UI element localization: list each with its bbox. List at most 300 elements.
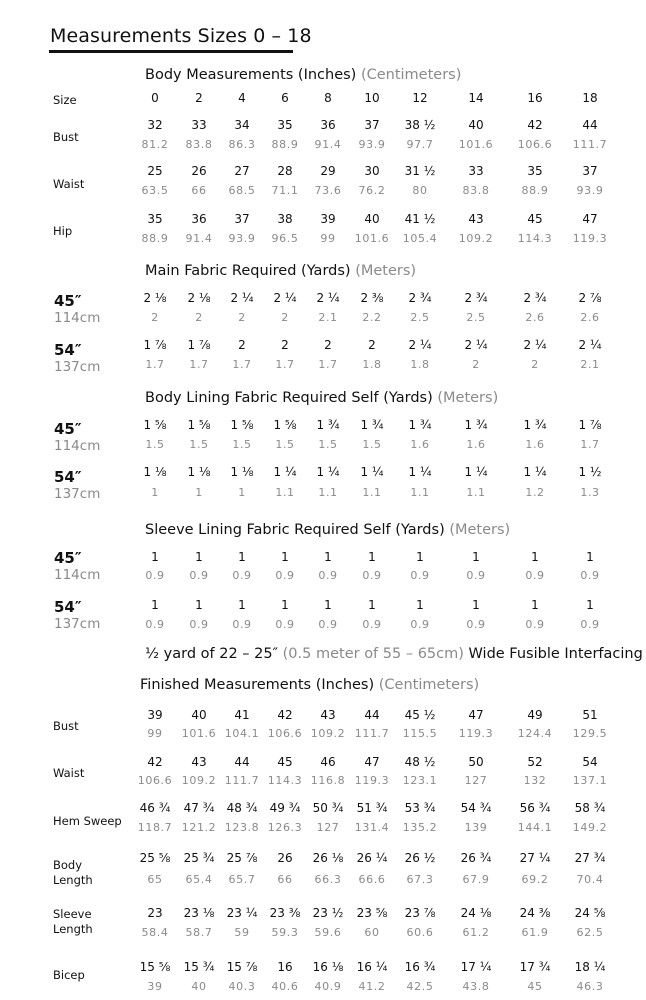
cell-metric-value: 81.2: [141, 138, 169, 151]
cell-value: 2: [368, 338, 376, 352]
cell-metric-value: 61.9: [521, 926, 549, 939]
row-label: Bust: [53, 130, 79, 144]
cell-metric-value: 109.2: [310, 727, 346, 740]
interfacing-note-text: ½ yard of 22 – 25″: [145, 646, 279, 662]
cell-value: 36: [320, 118, 336, 132]
row-label: Waist: [53, 177, 85, 191]
cell-value: 37: [364, 118, 380, 132]
cell-value: 40: [468, 118, 484, 132]
cell-metric-value: 119.3: [354, 774, 390, 787]
cell-value: 35: [147, 212, 163, 226]
cell-value: 1 ⅝: [230, 418, 254, 432]
cell-value: 58 ¾: [574, 801, 606, 815]
cell-metric-value: 41.2: [358, 980, 386, 993]
cell-value: 23 ⅞: [404, 906, 436, 920]
cell-value: 1 ¼: [523, 465, 547, 479]
cell-metric-value: 0.9: [275, 569, 295, 582]
cell-metric-value: 40.6: [271, 980, 299, 993]
cell-value: 25: [147, 164, 163, 178]
cell-value: 1 ¾: [360, 418, 384, 432]
cell-value: 48 ½: [404, 755, 436, 769]
cell-value: 34: [234, 118, 250, 132]
cell-value: 1 ⅞: [143, 338, 167, 352]
cell-value: 23 ⅛: [183, 906, 215, 920]
cell-value: 2 ⅞: [578, 291, 602, 305]
cell-value: 1 ¾: [523, 418, 547, 432]
cell-value: 10: [364, 91, 380, 105]
cell-metric-value: 116.8: [310, 774, 346, 787]
cell-metric-value: 137.1: [572, 774, 608, 787]
row-label: Body Length: [53, 858, 93, 887]
cell-metric-value: 73.6: [314, 184, 342, 197]
cell-value: 1 ¼: [273, 465, 297, 479]
cell-metric-value: 1.1: [275, 486, 295, 499]
cell-value: 1: [238, 598, 246, 612]
cell-metric-value: 65.4: [185, 873, 213, 886]
cell-value: 27 ¾: [574, 851, 606, 865]
section-title: [145, 263, 416, 279]
cell-metric-value: 0.9: [232, 569, 252, 582]
cell-value: 43: [468, 212, 484, 226]
cell-value: 45: [277, 755, 293, 769]
cell-metric-value: 65: [147, 873, 163, 886]
cell-metric-value: 111.7: [572, 138, 608, 151]
interfacing-note-suffix: Wide Fusible Interfacing: [468, 646, 643, 662]
cell-value: 14: [468, 91, 484, 105]
cell-metric-value: 93.9: [228, 232, 256, 245]
cell-metric-value: 129.5: [572, 727, 608, 740]
cell-metric-value: 66: [277, 873, 293, 886]
cell-value: 28: [277, 164, 293, 178]
cell-metric-value: 70.4: [576, 873, 604, 886]
cell-value: 47: [582, 212, 598, 226]
cell-value: 1: [472, 550, 480, 564]
cell-value: 52: [527, 755, 543, 769]
cell-value: 51: [582, 708, 598, 722]
cell-metric-value: 0.9: [525, 569, 545, 582]
cell-value: 2: [238, 338, 246, 352]
cell-metric-value: 58.7: [185, 926, 213, 939]
cell-value: 30: [364, 164, 380, 178]
cell-value: 2 ¼: [230, 291, 254, 305]
cell-metric-value: 46.3: [576, 980, 604, 993]
cell-metric-value: 2.6: [525, 311, 545, 324]
cell-metric-value: 111.7: [224, 774, 260, 787]
cell-value: 23 ¼: [226, 906, 258, 920]
cell-metric-value: 2: [472, 358, 480, 371]
cell-value: 44: [234, 755, 250, 769]
cell-value: 41 ½: [404, 212, 436, 226]
cell-value: 1: [586, 550, 594, 564]
cell-metric-value: 104.1: [224, 727, 260, 740]
cell-metric-value: 0.9: [362, 569, 382, 582]
cell-value: 46: [320, 755, 336, 769]
cell-metric-value: 101.6: [458, 138, 494, 151]
cell-metric-value: 119.3: [572, 232, 608, 245]
cell-value: 42: [147, 755, 163, 769]
cell-value: 46 ¾: [139, 801, 171, 815]
cell-metric-value: 67.3: [406, 873, 434, 886]
cell-metric-value: 105.4: [402, 232, 438, 245]
cell-metric-value: 96.5: [271, 232, 299, 245]
cell-value: 2 ¼: [273, 291, 297, 305]
cell-value: 47 ¾: [183, 801, 215, 815]
cell-metric-value: 1.5: [275, 438, 295, 451]
cell-value: 16 ¾: [404, 960, 436, 974]
cell-value: 1: [324, 598, 332, 612]
section-title-unit: (Meters): [449, 522, 511, 538]
cell-metric-value: 101.6: [354, 232, 390, 245]
cell-value: 6: [281, 91, 289, 105]
cell-value: 50: [468, 755, 484, 769]
cell-value: 1: [281, 598, 289, 612]
cell-value: 26: [277, 851, 293, 865]
cell-metric-value: 1.7: [232, 358, 252, 371]
cell-value: 1: [368, 550, 376, 564]
cell-metric-value: 1.5: [189, 438, 209, 451]
cell-metric-value: 0.9: [189, 618, 209, 631]
interfacing-note: [145, 646, 643, 662]
section-title: [145, 390, 498, 406]
cell-metric-value: 132: [523, 774, 547, 787]
cell-metric-value: 0.9: [275, 618, 295, 631]
section-title: [140, 677, 479, 693]
cell-value: 24 ⅜: [519, 906, 551, 920]
cell-value: 2: [281, 338, 289, 352]
cell-metric-value: 91.4: [185, 232, 213, 245]
row-label-width-metric: 114cm: [54, 310, 101, 326]
cell-value: 2 ¼: [316, 291, 340, 305]
cell-value: 1 ¾: [408, 418, 432, 432]
row-label: Sleeve Length: [53, 907, 93, 936]
cell-value: 1 ⅞: [187, 338, 211, 352]
cell-metric-value: 99: [147, 727, 163, 740]
cell-value: 1: [416, 598, 424, 612]
cell-metric-value: 83.8: [462, 184, 490, 197]
cell-metric-value: 69.2: [521, 873, 549, 886]
cell-metric-value: 114.3: [267, 774, 303, 787]
section-title: [145, 522, 510, 538]
row-label: Bicep: [53, 968, 85, 982]
cell-metric-value: 109.2: [458, 232, 494, 245]
cell-value: 1 ⅞: [578, 418, 602, 432]
cell-value: 1: [472, 598, 480, 612]
section-title: [145, 67, 461, 83]
cell-value: 1: [368, 598, 376, 612]
cell-metric-value: 114.3: [517, 232, 553, 245]
cell-value: 1: [151, 550, 159, 564]
section-title-unit: (Centimeters): [378, 677, 480, 693]
cell-metric-value: 1.7: [189, 358, 209, 371]
cell-metric-value: 45: [527, 980, 543, 993]
cell-metric-value: 0.9: [145, 618, 165, 631]
row-label-width: 54″: [54, 341, 82, 359]
cell-metric-value: 1.7: [145, 358, 165, 371]
cell-value: 24 ⅝: [574, 906, 606, 920]
cell-metric-value: 67.9: [462, 873, 490, 886]
cell-metric-value: 118.7: [137, 821, 173, 834]
cell-metric-value: 127: [316, 821, 340, 834]
cell-value: 27 ¼: [519, 851, 551, 865]
row-label-width: 54″: [54, 468, 82, 486]
cell-metric-value: 2.2: [362, 311, 382, 324]
cell-metric-value: 1: [238, 486, 246, 499]
cell-metric-value: 66.6: [358, 873, 386, 886]
cell-metric-value: 0.9: [232, 618, 252, 631]
cell-value: 2 ¾: [523, 291, 547, 305]
cell-metric-value: 1: [151, 486, 159, 499]
cell-metric-value: 0.9: [318, 618, 338, 631]
cell-value: 26 ½: [404, 851, 436, 865]
cell-value: 47: [364, 755, 380, 769]
cell-metric-value: 123.8: [224, 821, 260, 834]
row-label-width-metric: 137cm: [54, 359, 101, 375]
cell-value: 50 ¾: [312, 801, 344, 815]
cell-value: 1: [531, 598, 539, 612]
cell-value: 2 ¾: [464, 291, 488, 305]
cell-value: 2 ¼: [464, 338, 488, 352]
cell-metric-value: 124.4: [517, 727, 553, 740]
cell-metric-value: 115.5: [402, 727, 438, 740]
cell-metric-value: 62.5: [576, 926, 604, 939]
cell-metric-value: 1.1: [362, 486, 382, 499]
cell-metric-value: 2.5: [410, 311, 430, 324]
cell-value: 17 ¼: [460, 960, 492, 974]
cell-metric-value: 1.6: [466, 438, 486, 451]
cell-value: 45: [527, 212, 543, 226]
cell-value: 1: [281, 550, 289, 564]
cell-value: 25 ¾: [183, 851, 215, 865]
cell-metric-value: 119.3: [458, 727, 494, 740]
cell-value: 24 ⅛: [460, 906, 492, 920]
cell-metric-value: 1.1: [466, 486, 486, 499]
cell-metric-value: 1.7: [580, 438, 600, 451]
cell-metric-value: 2.1: [318, 311, 338, 324]
cell-value: 23: [147, 906, 163, 920]
cell-metric-value: 2: [195, 311, 203, 324]
cell-metric-value: 59.6: [314, 926, 342, 939]
cell-value: 38 ½: [404, 118, 436, 132]
cell-metric-value: 111.7: [354, 727, 390, 740]
cell-value: 1 ¾: [464, 418, 488, 432]
cell-metric-value: 42.5: [406, 980, 434, 993]
cell-value: 39: [320, 212, 336, 226]
cell-value: 44: [364, 708, 380, 722]
cell-metric-value: 1.8: [410, 358, 430, 371]
cell-metric-value: 1.5: [145, 438, 165, 451]
cell-metric-value: 2: [531, 358, 539, 371]
cell-metric-value: 86.3: [228, 138, 256, 151]
cell-value: 2 ⅛: [187, 291, 211, 305]
cell-value: 15 ¾: [183, 960, 215, 974]
cell-value: 49 ¾: [269, 801, 301, 815]
cell-metric-value: 40: [191, 980, 207, 993]
cell-value: 4: [238, 91, 246, 105]
section-title-text: Body Measurements (Inches): [145, 67, 357, 83]
cell-metric-value: 1.6: [525, 438, 545, 451]
cell-metric-value: 106.6: [517, 138, 553, 151]
cell-value: 26 ¾: [460, 851, 492, 865]
cell-metric-value: 1.5: [232, 438, 252, 451]
row-label-width: 45″: [54, 292, 82, 310]
row-label: Hem Sweep: [53, 814, 122, 828]
cell-value: 1: [586, 598, 594, 612]
cell-metric-value: 66.3: [314, 873, 342, 886]
cell-value: 40: [364, 212, 380, 226]
cell-value: 18 ¼: [574, 960, 606, 974]
cell-metric-value: 59: [234, 926, 250, 939]
cell-metric-value: 0.9: [362, 618, 382, 631]
section-title-text: Body Lining Fabric Required Self (Yards): [145, 390, 433, 406]
cell-metric-value: 2.1: [580, 358, 600, 371]
cell-metric-value: 59.3: [271, 926, 299, 939]
cell-value: 29: [320, 164, 336, 178]
cell-metric-value: 1.6: [410, 438, 430, 451]
cell-value: 23 ⅝: [356, 906, 388, 920]
cell-value: 1: [324, 550, 332, 564]
cell-value: 2 ¾: [408, 291, 432, 305]
cell-value: 1 ⅛: [143, 465, 167, 479]
row-label: Bust: [53, 719, 79, 733]
cell-metric-value: 40.3: [228, 980, 256, 993]
cell-value: 42: [527, 118, 543, 132]
cell-value: 8: [324, 91, 332, 105]
cell-value: 15 ⅝: [139, 960, 171, 974]
row-label: Hip: [53, 224, 73, 238]
section-title-unit: (Meters): [355, 263, 417, 279]
section-title-text: Sleeve Lining Fabric Required Self (Yards): [145, 522, 445, 538]
cell-value: 41: [234, 708, 250, 722]
cell-metric-value: 2.5: [466, 311, 486, 324]
cell-metric-value: 91.4: [314, 138, 342, 151]
cell-value: 16: [527, 91, 543, 105]
cell-value: 33: [468, 164, 484, 178]
cell-metric-value: 99: [320, 232, 336, 245]
cell-value: 1: [416, 550, 424, 564]
cell-metric-value: 109.2: [181, 774, 217, 787]
cell-metric-value: 97.7: [406, 138, 434, 151]
cell-metric-value: 121.2: [181, 821, 217, 834]
cell-value: 40: [191, 708, 207, 722]
cell-metric-value: 1.7: [318, 358, 338, 371]
cell-value: 26: [191, 164, 207, 178]
cell-value: 2 ¼: [408, 338, 432, 352]
cell-value: 1 ¼: [316, 465, 340, 479]
cell-value: 1 ½: [578, 465, 602, 479]
cell-value: 33: [191, 118, 207, 132]
cell-metric-value: 1.3: [580, 486, 600, 499]
cell-value: 2 ⅛: [143, 291, 167, 305]
cell-value: 1 ¼: [408, 465, 432, 479]
cell-value: 53 ¾: [404, 801, 436, 815]
cell-value: 31 ½: [404, 164, 436, 178]
cell-value: 1 ⅛: [230, 465, 254, 479]
cell-metric-value: 149.2: [572, 821, 608, 834]
section-title-text: Finished Measurements (Inches): [140, 677, 375, 693]
cell-metric-value: 60: [364, 926, 380, 939]
cell-value: 56 ¾: [519, 801, 551, 815]
cell-value: 2 ⅜: [360, 291, 384, 305]
section-title-text: Main Fabric Required (Yards): [145, 263, 351, 279]
section-title-unit: (Meters): [437, 390, 499, 406]
cell-value: 1 ¼: [464, 465, 488, 479]
cell-value: 16 ¼: [356, 960, 388, 974]
interfacing-note-metric: (0.5 meter of 55 – 65cm): [282, 646, 464, 662]
cell-value: 51 ¾: [356, 801, 388, 815]
page-title: Measurements Sizes 0 – 18: [50, 25, 312, 47]
cell-metric-value: 88.9: [141, 232, 169, 245]
cell-metric-value: 123.1: [402, 774, 438, 787]
cell-metric-value: 126.3: [267, 821, 303, 834]
cell-value: 26 ⅛: [312, 851, 344, 865]
cell-metric-value: 1: [195, 486, 203, 499]
cell-metric-value: 101.6: [181, 727, 217, 740]
cell-metric-value: 43.8: [462, 980, 490, 993]
cell-metric-value: 0.9: [466, 618, 486, 631]
row-label: Waist: [53, 766, 85, 780]
cell-metric-value: 131.4: [354, 821, 390, 834]
cell-value: 25 ⅝: [139, 851, 171, 865]
cell-value: 17 ¾: [519, 960, 551, 974]
cell-metric-value: 0.9: [189, 569, 209, 582]
cell-metric-value: 63.5: [141, 184, 169, 197]
cell-value: 37: [234, 212, 250, 226]
cell-metric-value: 1.5: [362, 438, 382, 451]
cell-metric-value: 106.6: [137, 774, 173, 787]
cell-value: 42: [277, 708, 293, 722]
cell-value: 12: [412, 91, 428, 105]
title-underline: [49, 50, 293, 53]
cell-metric-value: 135.2: [402, 821, 438, 834]
row-label-width: 45″: [54, 420, 82, 438]
cell-value: 1: [151, 598, 159, 612]
cell-value: 1 ¾: [316, 418, 340, 432]
cell-metric-value: 76.2: [358, 184, 386, 197]
cell-value: 2: [195, 91, 203, 105]
cell-metric-value: 58.4: [141, 926, 169, 939]
cell-value: 1 ¼: [360, 465, 384, 479]
cell-metric-value: 66: [191, 184, 207, 197]
cell-value: 26 ¼: [356, 851, 388, 865]
cell-metric-value: 0.9: [525, 618, 545, 631]
cell-value: 48 ¾: [226, 801, 258, 815]
cell-metric-value: 61.2: [462, 926, 490, 939]
cell-metric-value: 88.9: [271, 138, 299, 151]
cell-value: 16 ⅛: [312, 960, 344, 974]
cell-value: 1 ⅝: [273, 418, 297, 432]
cell-value: 49: [527, 708, 543, 722]
cell-value: 25 ⅞: [226, 851, 258, 865]
cell-metric-value: 0.9: [318, 569, 338, 582]
cell-value: 44: [582, 118, 598, 132]
cell-value: 35: [527, 164, 543, 178]
cell-value: 39: [147, 708, 163, 722]
row-label-width-metric: 114cm: [54, 567, 101, 583]
cell-value: 45 ½: [404, 708, 436, 722]
cell-value: 43: [191, 755, 207, 769]
row-label-width-metric: 137cm: [54, 486, 101, 502]
cell-value: 1: [195, 550, 203, 564]
cell-metric-value: 60.6: [406, 926, 434, 939]
cell-value: 47: [468, 708, 484, 722]
cell-value: 1: [531, 550, 539, 564]
cell-value: 2 ¼: [578, 338, 602, 352]
cell-value: 1: [238, 550, 246, 564]
cell-metric-value: 71.1: [271, 184, 299, 197]
cell-metric-value: 2.6: [580, 311, 600, 324]
cell-metric-value: 0.9: [580, 618, 600, 631]
cell-metric-value: 0.9: [410, 569, 430, 582]
